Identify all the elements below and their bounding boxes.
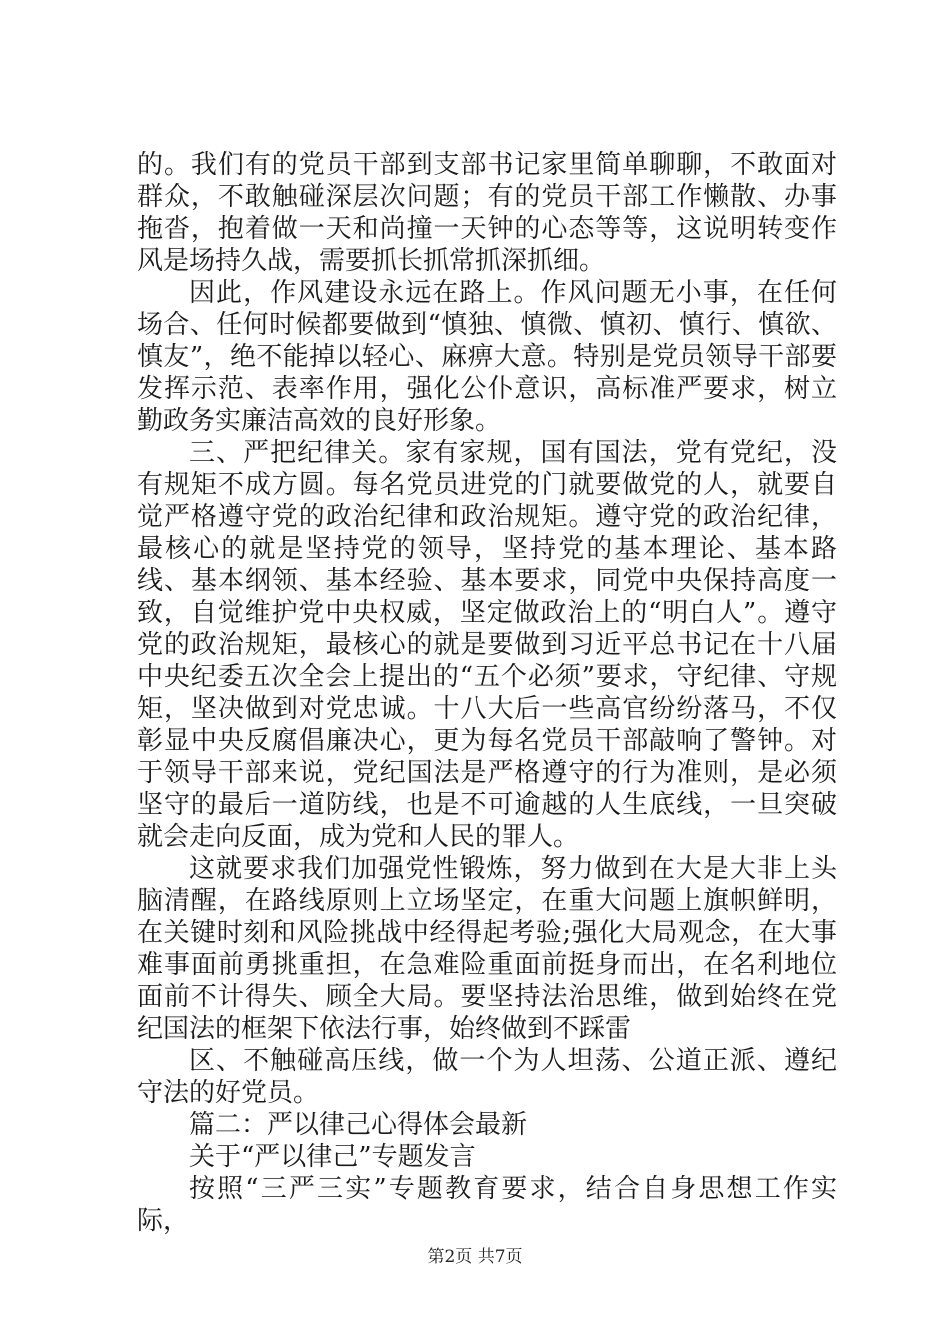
- document-body: [137, 149, 837, 1237]
- paragraph-5: 区、不触碰高压线，做一个为人坦荡、公道正派、遵纪守法的好党员。: [137, 1046, 837, 1108]
- section-subtitle: 关于“严以律己”专题发言: [189, 1142, 476, 1172]
- paragraph-3: 三、严把纪律关。家有家规，国有国法，党有党纪，没有规矩不成方圆。每名党员进党的门就要做党的人，就要自觉严格遵守党的政治纪律和政治规矩。遵守党的政治纪律，最核心的就是坚持党的领导，坚持党的基本理论、基本路线、基本纲领、基本经验、基本要求，同党中央保持高度一致，自觉维护党中央权威，坚定做政治上的“明白人”。遵守党的政治规矩，最核心的就是要做到习近平总书记在十八届中央纪委五次全会上提出的“五个必须”要求，守纪律、守规矩，坚决做到对党忠诚。十八大后一些高官纷纷落马，不仅彰显中央反腐倡廉决心，更为每名党员干部敲响了警钟。对于领导干部来说，党纪国法是严格遵守的行为准则，是必须坚守的最后一道防线，也是不可逾越的人生底线，一旦突破就会走向反面，成为党和人民的罪人。: [137, 438, 837, 852]
- paragraph-4: 这就要求我们加强党性锻炼，努力做到在大是大非上头脑清醒，在路线原则上立场坚定，在重大问题上旗帜鲜明，在关键时刻和风险挑战中经得起考验;强化大局观念，在大事难事面前勇挑重担，在急难险重面前挺身而出，在名利地位面前不计得失、顾全大局。要坚持法治思维，做到始终在党纪国法的框架下依法行事，始终做到不踩雷: [137, 854, 837, 1044]
- paragraph-8: 按照“三严三实”专题教育要求，结合自身思想工作实际，: [137, 1174, 837, 1236]
- page-number-footer: 第2页 共7页: [427, 1247, 523, 1267]
- paragraph-2: 因此，作风建设永远在路上。作风问题无小事，在任何场合、任何时候都要做到“慎独、慎微、慎初、慎行、慎欲、慎友”，绝不能掉以轻心、麻痹大意。特别是党员领导干部要发挥示范、表率作用，强化公仆意识，高标准严要求，树立勤政务实廉洁高效的良好形象。: [137, 278, 837, 436]
- section-heading: 篇二：严以律己心得体会最新: [189, 1110, 528, 1140]
- paragraph-1: 的。我们有的党员干部到支部书记家里简单聊聊，不敢面对群众，不敢触碰深层次问题；有的党员干部工作懒散、办事拖沓，抱着做一天和尚撞一天钟的心态等等，这说明转变作风是场持久战，需要抓长抓常抓深抓细。: [137, 150, 837, 276]
